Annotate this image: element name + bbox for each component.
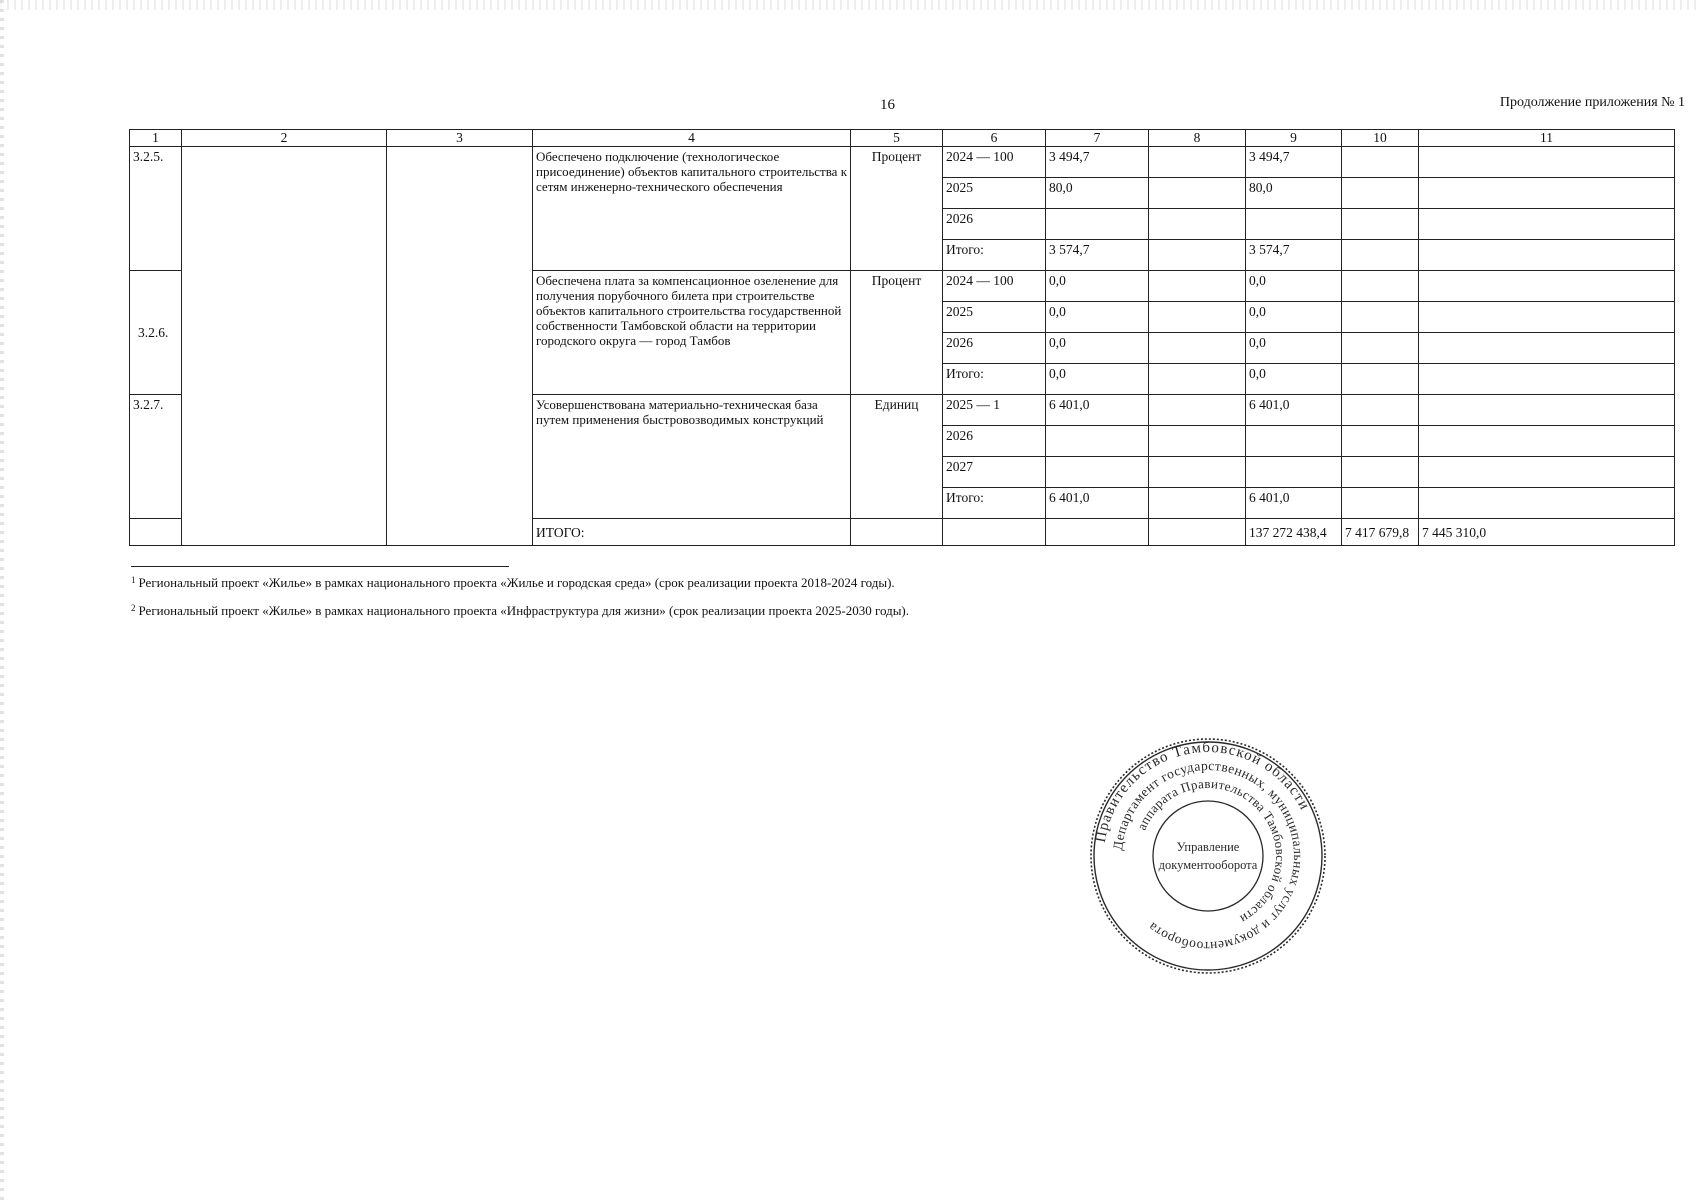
unit-of-measure: Единиц <box>851 395 943 519</box>
year-cell: 2025 <box>943 178 1046 209</box>
unit-of-measure: Процент <box>851 271 943 395</box>
value-cell <box>1149 178 1246 209</box>
footnote-mark: 2 <box>131 603 136 613</box>
value-cell <box>1419 178 1675 209</box>
value-cell: 0,0 <box>1046 364 1149 395</box>
value-cell: 0,0 <box>1246 364 1342 395</box>
total-cell-5 <box>1046 519 1149 546</box>
year-cell: 2025 — 1 <box>943 395 1046 426</box>
total-code-cell <box>130 519 182 546</box>
total-value: 137 272 438,4 <box>1246 519 1342 546</box>
value-cell <box>1419 395 1675 426</box>
item-code: 3.2.7. <box>130 395 182 519</box>
page-number: 16 <box>880 97 895 113</box>
footnote-divider <box>131 566 509 567</box>
result-description: Обеспечено подключение (технологическое присоединение) объектов капитального строительства к сетям инженерно-технического обеспечения <box>533 147 851 271</box>
scan-edge-top <box>0 0 1697 10</box>
value-cell: 0,0 <box>1046 302 1149 333</box>
column-header: 10 <box>1342 130 1419 147</box>
column-header: 8 <box>1149 130 1246 147</box>
value-cell <box>1149 209 1246 240</box>
stamp-seal-icon <box>1088 737 1328 975</box>
value-cell <box>1342 302 1419 333</box>
footnote-1 <box>131 575 895 591</box>
total-cell-3 <box>851 519 943 546</box>
year-cell: 2025 <box>943 302 1046 333</box>
table-row <box>130 147 1675 178</box>
column-header: 4 <box>533 130 851 147</box>
value-cell: 0,0 <box>1246 333 1342 364</box>
year-cell: 2026 <box>943 333 1046 364</box>
value-cell: 0,0 <box>1046 271 1149 302</box>
year-cell: Итого: <box>943 364 1046 395</box>
column-header: 1 <box>130 130 182 147</box>
value-cell <box>1149 457 1246 488</box>
year-cell: Итого: <box>943 488 1046 519</box>
value-cell <box>1149 240 1246 271</box>
value-cell <box>1149 333 1246 364</box>
value-cell <box>1419 457 1675 488</box>
column-header: 11 <box>1419 130 1675 147</box>
year-cell: 2026 <box>943 209 1046 240</box>
footnote-mark: 1 <box>131 575 136 585</box>
value-cell <box>1149 426 1246 457</box>
item-code: 3.2.5. <box>130 147 182 271</box>
value-cell <box>1046 426 1149 457</box>
column-header: 3 <box>387 130 533 147</box>
stamp-middle-text: Департамент государственных, муниципальных услуг и документооборота <box>1110 757 1307 955</box>
value-cell: 3 574,7 <box>1246 240 1342 271</box>
value-cell <box>1046 209 1149 240</box>
value-cell: 6 401,0 <box>1046 395 1149 426</box>
total-value: 7 417 679,8 <box>1342 519 1419 546</box>
total-label: ИТОГО: <box>533 519 851 546</box>
footnote-2 <box>131 603 909 619</box>
value-cell: 0,0 <box>1246 302 1342 333</box>
column-header-row <box>130 130 1675 147</box>
stamp-center-line-2: документооборота <box>1158 858 1258 872</box>
value-cell <box>1342 209 1419 240</box>
value-cell: 6 401,0 <box>1046 488 1149 519</box>
appendix-table <box>129 129 1675 546</box>
total-cell-4 <box>943 519 1046 546</box>
value-cell: 6 401,0 <box>1246 395 1342 426</box>
value-cell <box>1149 395 1246 426</box>
year-cell: Итого: <box>943 240 1046 271</box>
column-header: 2 <box>182 130 387 147</box>
value-cell <box>1342 271 1419 302</box>
unit-of-measure: Процент <box>851 147 943 271</box>
value-cell: 3 494,7 <box>1046 147 1149 178</box>
value-cell <box>1342 426 1419 457</box>
year-cell: 2026 <box>943 426 1046 457</box>
footnote-text: Региональный проект «Жилье» в рамках национального проекта «Инфраструктура для жизни» (срок реализации проекта 2025-2030 годы). <box>138 603 910 618</box>
value-cell <box>1246 209 1342 240</box>
footnote-text: Региональный проект «Жилье» в рамках национального проекта «Жилье и городская среда» (срок реализации проекта 2018-2024 годы). <box>138 575 895 590</box>
value-cell <box>1149 488 1246 519</box>
year-cell: 2024 — 100 <box>943 147 1046 178</box>
result-description: Усовершенствована материально-техническая база путем применения быстровозводимых конструкций <box>533 395 851 519</box>
value-cell <box>1419 302 1675 333</box>
value-cell: 6 401,0 <box>1246 488 1342 519</box>
value-cell <box>1342 333 1419 364</box>
value-cell: 3 574,7 <box>1046 240 1149 271</box>
value-cell <box>1046 457 1149 488</box>
year-cell: 2027 <box>943 457 1046 488</box>
value-cell <box>1149 364 1246 395</box>
value-cell <box>1419 488 1675 519</box>
value-cell <box>1149 271 1246 302</box>
value-cell: 80,0 <box>1046 178 1149 209</box>
value-cell <box>1419 271 1675 302</box>
value-cell <box>1419 209 1675 240</box>
value-cell <box>1419 364 1675 395</box>
value-cell <box>1342 364 1419 395</box>
stamp-center-line-1: Управление <box>1176 840 1240 854</box>
value-cell <box>1342 240 1419 271</box>
value-cell: 3 494,7 <box>1246 147 1342 178</box>
value-cell <box>1419 240 1675 271</box>
value-cell <box>1149 302 1246 333</box>
value-cell <box>1419 333 1675 364</box>
value-cell <box>1419 147 1675 178</box>
total-value: 7 445 310,0 <box>1419 519 1675 546</box>
column-header: 6 <box>943 130 1046 147</box>
stamp-inner-text: аппарата Правительства Тамбовской области <box>1133 775 1289 927</box>
value-cell <box>1342 395 1419 426</box>
continuation-label: Продолжение приложения № 1 <box>1499 95 1685 110</box>
value-cell <box>1419 426 1675 457</box>
value-cell <box>1342 457 1419 488</box>
item-code: 3.2.6. <box>130 271 182 395</box>
value-cell <box>1246 426 1342 457</box>
year-cell: 2024 — 100 <box>943 271 1046 302</box>
column-2-cell <box>182 147 387 546</box>
value-cell <box>1342 147 1419 178</box>
column-header: 7 <box>1046 130 1149 147</box>
column-3-cell <box>387 147 533 546</box>
value-cell <box>1246 457 1342 488</box>
value-cell <box>1342 488 1419 519</box>
value-cell <box>1149 147 1246 178</box>
column-header: 5 <box>851 130 943 147</box>
value-cell: 0,0 <box>1246 271 1342 302</box>
column-header: 9 <box>1246 130 1342 147</box>
result-description: Обеспечена плата за компенсационное озеленение для получения порубочного билета при строительстве объектов капитального строительства государственной собственности Тамбовской области на территории городского округа — город Тамбов <box>533 271 851 395</box>
stamp-outer-text: Правительство Тамбовской области <box>1092 739 1313 844</box>
total-cell-6 <box>1149 519 1246 546</box>
value-cell: 0,0 <box>1046 333 1149 364</box>
value-cell: 80,0 <box>1246 178 1342 209</box>
value-cell <box>1342 178 1419 209</box>
scan-edge-left <box>0 0 4 1200</box>
official-stamp <box>1088 737 1328 975</box>
